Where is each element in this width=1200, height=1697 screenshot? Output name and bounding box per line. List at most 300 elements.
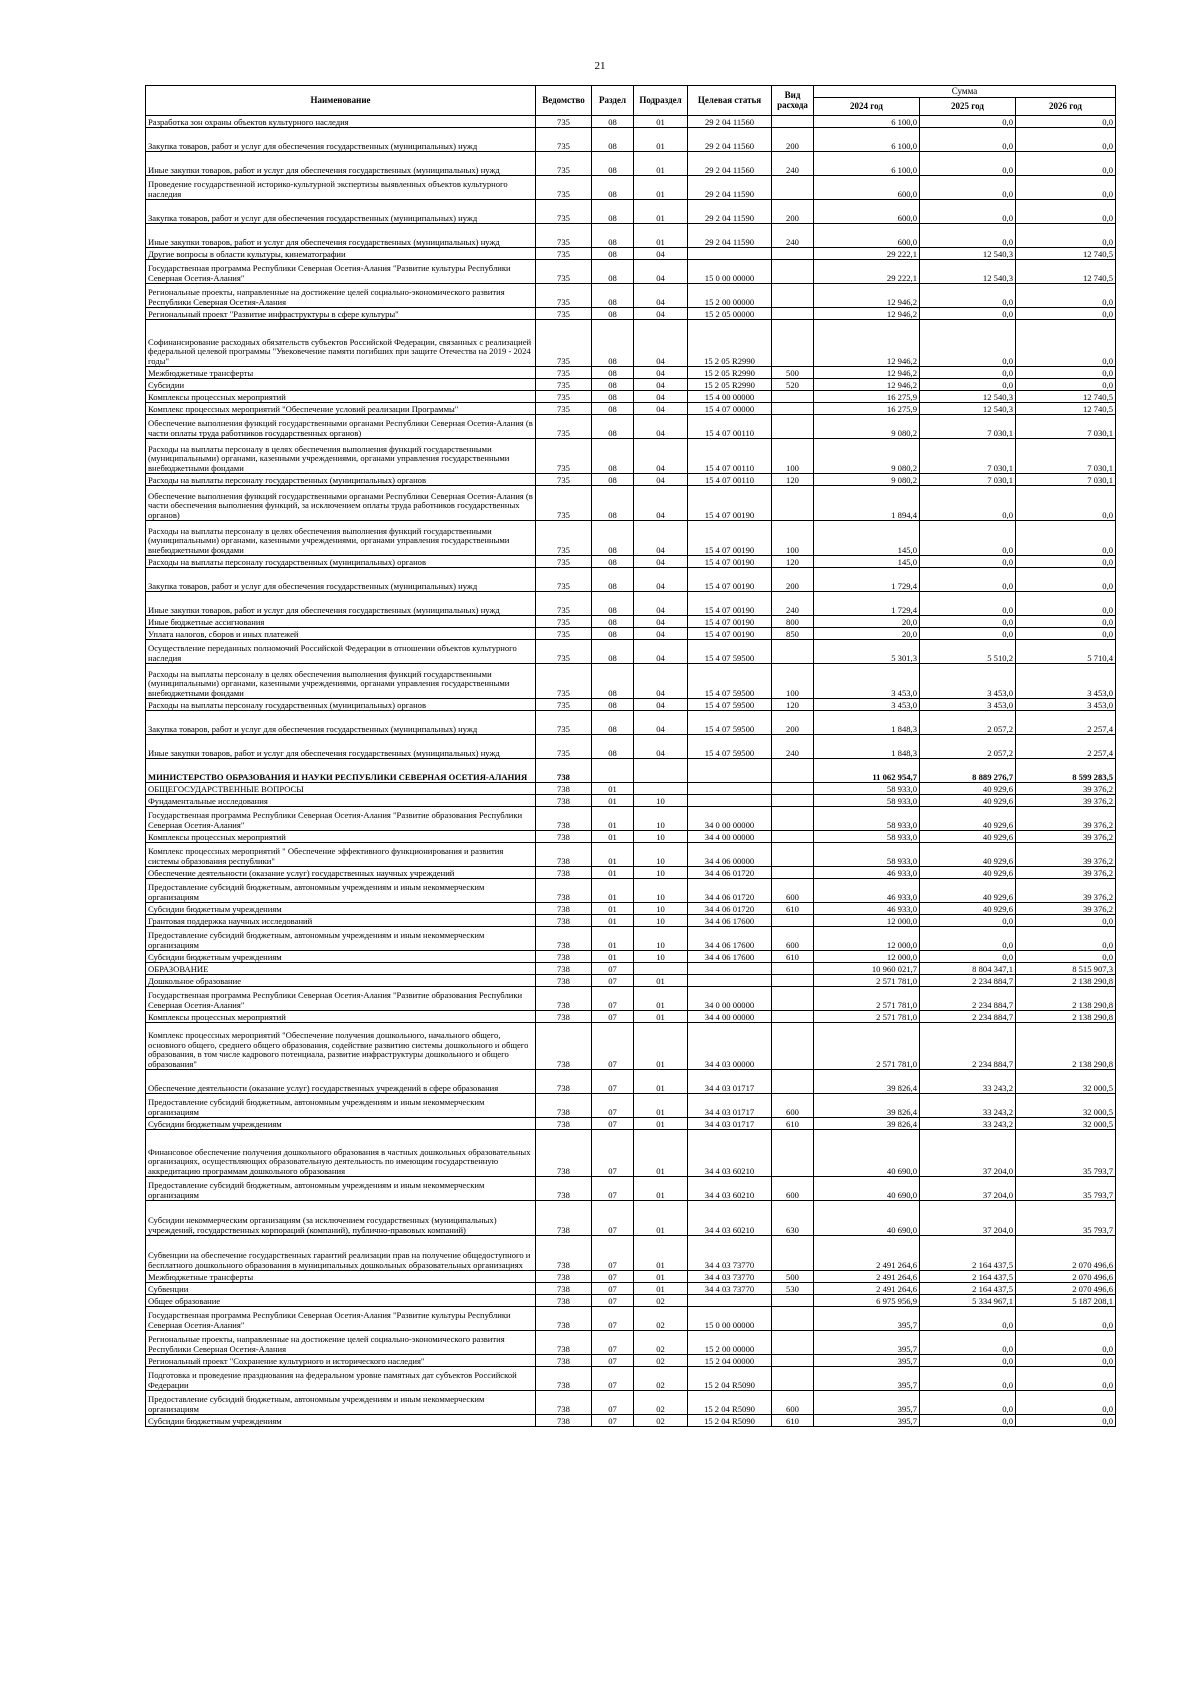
cell-expense-type: 850 <box>772 628 814 640</box>
cell-target-article: 15 2 05 R2990 <box>688 367 772 379</box>
cell-name: Предоставление субсидий бюджетным, автономным учреждениям и иным некоммерческим организациям <box>146 1391 536 1415</box>
cell-expense-type <box>772 320 814 367</box>
cell-2024: 2 571 781,0 <box>814 975 920 987</box>
table-row <box>146 915 1116 927</box>
cell-section: 07 <box>592 1355 634 1367</box>
cell-name: Расходы на выплаты персоналу в целях обеспечения выполнения функций государственными (муниципальными) органами, казенными учреждениями, органами управления государственными внебюджетными фондами <box>146 664 536 699</box>
cell-expense-type <box>772 795 814 807</box>
cell-subsection <box>634 783 688 795</box>
cell-target-article: 34 4 06 01720 <box>688 867 772 879</box>
cell-2024: 1 848,3 <box>814 735 920 759</box>
cell-expense-type <box>772 415 814 439</box>
cell-2025: 2 234 884,7 <box>920 975 1016 987</box>
table-row <box>146 568 1116 592</box>
cell-department: 735 <box>536 628 592 640</box>
cell-2026: 0,0 <box>1016 616 1116 628</box>
cell-2025: 2 057,2 <box>920 735 1016 759</box>
cell-subsection: 10 <box>634 879 688 903</box>
cell-2025: 37 204,0 <box>920 1130 1016 1177</box>
cell-name: Иные закупки товаров, работ и услуг для обеспечения государственных (муниципальных) нужд <box>146 224 536 248</box>
cell-expense-type: 600 <box>772 1391 814 1415</box>
cell-target-article: 15 4 07 59500 <box>688 711 772 735</box>
cell-section: 08 <box>592 568 634 592</box>
cell-section: 08 <box>592 628 634 640</box>
cell-2025: 0,0 <box>920 224 1016 248</box>
table-row <box>146 1415 1116 1427</box>
cell-expense-type <box>772 260 814 284</box>
cell-2026: 3 453,0 <box>1016 664 1116 699</box>
cell-2026: 39 376,2 <box>1016 783 1116 795</box>
cell-subsection: 04 <box>634 415 688 439</box>
cell-expense-type <box>772 403 814 415</box>
table-row <box>146 1283 1116 1295</box>
table-row <box>146 735 1116 759</box>
table-row <box>146 1130 1116 1177</box>
cell-2024: 10 960 021,7 <box>814 963 920 975</box>
table-row <box>146 320 1116 367</box>
cell-expense-type <box>772 486 814 521</box>
cell-department: 735 <box>536 415 592 439</box>
cell-expense-type <box>772 640 814 664</box>
header-target-article: Целевая статья <box>688 86 772 116</box>
table-row <box>146 1118 1116 1130</box>
cell-2024: 395,7 <box>814 1331 920 1355</box>
cell-2024: 2 571 781,0 <box>814 1023 920 1070</box>
cell-department: 738 <box>536 1070 592 1094</box>
cell-2024: 2 571 781,0 <box>814 987 920 1011</box>
cell-2025: 2 057,2 <box>920 711 1016 735</box>
cell-expense-type: 610 <box>772 1415 814 1427</box>
cell-2025: 7 030,1 <box>920 474 1016 486</box>
cell-section: 07 <box>592 1118 634 1130</box>
cell-2025: 2 164 437,5 <box>920 1283 1016 1295</box>
cell-target-article: 15 4 07 00190 <box>688 616 772 628</box>
cell-name: Комплексы процессных мероприятий <box>146 831 536 843</box>
cell-target-article <box>688 963 772 975</box>
cell-2024: 9 080,2 <box>814 415 920 439</box>
table-row <box>146 903 1116 915</box>
cell-2025: 0,0 <box>920 116 1016 128</box>
cell-department: 735 <box>536 735 592 759</box>
cell-2024: 58 933,0 <box>814 783 920 795</box>
cell-expense-type: 200 <box>772 568 814 592</box>
cell-expense-type: 100 <box>772 439 814 474</box>
cell-2026: 2 257,4 <box>1016 711 1116 735</box>
table-row <box>146 1094 1116 1118</box>
cell-section: 01 <box>592 903 634 915</box>
cell-expense-type: 500 <box>772 1271 814 1283</box>
table-row <box>146 1070 1116 1094</box>
cell-name: Региональные проекты, направленные на достижение целей социально-экономического развития Республики Северная Осетия-Алания <box>146 1331 536 1355</box>
cell-name: Комплекс процессных мероприятий " Обеспечение эффективного функционирования и развития системы образования республики" <box>146 843 536 867</box>
cell-subsection: 01 <box>634 1094 688 1118</box>
cell-section: 07 <box>592 1023 634 1070</box>
cell-target-article <box>688 975 772 987</box>
cell-2024: 12 946,2 <box>814 367 920 379</box>
cell-expense-type: 600 <box>772 1094 814 1118</box>
header-2024: 2024 год <box>814 98 920 116</box>
table-row <box>146 699 1116 711</box>
cell-subsection: 10 <box>634 927 688 951</box>
cell-target-article: 15 2 00 00000 <box>688 284 772 308</box>
cell-2025: 2 234 884,7 <box>920 987 1016 1011</box>
cell-target-article: 34 4 03 73770 <box>688 1283 772 1295</box>
cell-2024: 1 729,4 <box>814 592 920 616</box>
table-row <box>146 783 1116 795</box>
cell-expense-type: 800 <box>772 616 814 628</box>
cell-2024: 39 826,4 <box>814 1118 920 1130</box>
cell-name: Закупка товаров, работ и услуг для обеспечения государственных (муниципальных) нужд <box>146 200 536 224</box>
cell-section: 07 <box>592 1391 634 1415</box>
cell-2025: 2 234 884,7 <box>920 1011 1016 1023</box>
cell-expense-type <box>772 975 814 987</box>
budget-table <box>145 85 1116 1427</box>
cell-2026: 39 376,2 <box>1016 843 1116 867</box>
cell-section: 08 <box>592 260 634 284</box>
cell-department: 735 <box>536 521 592 556</box>
cell-department: 735 <box>536 284 592 308</box>
cell-target-article: 34 4 00 00000 <box>688 831 772 843</box>
cell-department: 735 <box>536 116 592 128</box>
cell-2026: 0,0 <box>1016 224 1116 248</box>
header-2026: 2026 год <box>1016 98 1116 116</box>
cell-department: 738 <box>536 759 592 783</box>
cell-expense-type <box>772 1236 814 1271</box>
cell-name: Субсидии бюджетным учреждениям <box>146 1415 536 1427</box>
cell-2025: 0,0 <box>920 616 1016 628</box>
cell-subsection: 04 <box>634 735 688 759</box>
cell-expense-type: 610 <box>772 1118 814 1130</box>
cell-subsection: 01 <box>634 987 688 1011</box>
cell-name: Грантовая поддержка научных исследований <box>146 915 536 927</box>
table-row <box>146 224 1116 248</box>
cell-target-article: 34 4 06 17600 <box>688 927 772 951</box>
cell-department: 738 <box>536 1023 592 1070</box>
cell-target-article: 29 2 04 11560 <box>688 128 772 152</box>
cell-expense-type <box>772 308 814 320</box>
cell-2026: 2 070 496,6 <box>1016 1283 1116 1295</box>
cell-2024: 16 275,9 <box>814 403 920 415</box>
cell-department: 735 <box>536 556 592 568</box>
cell-subsection: 02 <box>634 1331 688 1355</box>
cell-section: 08 <box>592 556 634 568</box>
cell-target-article: 15 2 05 00000 <box>688 308 772 320</box>
cell-2025: 33 243,2 <box>920 1070 1016 1094</box>
cell-section <box>592 759 634 783</box>
cell-expense-type: 520 <box>772 379 814 391</box>
cell-2026: 7 030,1 <box>1016 415 1116 439</box>
cell-subsection: 04 <box>634 592 688 616</box>
cell-target-article: 34 4 03 01717 <box>688 1094 772 1118</box>
cell-subsection <box>634 759 688 783</box>
cell-expense-type: 120 <box>772 556 814 568</box>
cell-target-article: 34 4 06 01720 <box>688 879 772 903</box>
table-row <box>146 1307 1116 1331</box>
cell-2026: 2 070 496,6 <box>1016 1271 1116 1283</box>
cell-department: 738 <box>536 867 592 879</box>
cell-2024: 5 301,3 <box>814 640 920 664</box>
table-row <box>146 879 1116 903</box>
table-row <box>146 987 1116 1011</box>
cell-2024: 1 848,3 <box>814 711 920 735</box>
cell-section: 01 <box>592 807 634 831</box>
cell-section: 08 <box>592 224 634 248</box>
cell-expense-type <box>772 1367 814 1391</box>
cell-name: Комплекс процессных мероприятий "Обеспечение получения дошкольного, начального общего, основного общего, среднего общего образования, содействие развитию системы дошкольного и общего образования, в том числе кадрового потенциала, развитие инфраструктуры дошкольного и общего образования" <box>146 1023 536 1070</box>
cell-section: 07 <box>592 1283 634 1295</box>
cell-expense-type <box>772 1011 814 1023</box>
table-row <box>146 556 1116 568</box>
cell-2026: 39 376,2 <box>1016 879 1116 903</box>
cell-target-article: 15 2 05 R2990 <box>688 320 772 367</box>
cell-2025: 40 929,6 <box>920 783 1016 795</box>
table-row <box>146 128 1116 152</box>
cell-target-article: 15 0 00 00000 <box>688 260 772 284</box>
cell-expense-type <box>772 963 814 975</box>
cell-subsection: 04 <box>634 628 688 640</box>
cell-department: 738 <box>536 1331 592 1355</box>
cell-expense-type: 610 <box>772 951 814 963</box>
cell-subsection: 04 <box>634 284 688 308</box>
cell-expense-type <box>772 1295 814 1307</box>
cell-2025: 37 204,0 <box>920 1201 1016 1236</box>
cell-expense-type <box>772 783 814 795</box>
cell-2026: 12 740,5 <box>1016 260 1116 284</box>
cell-expense-type: 600 <box>772 1177 814 1201</box>
cell-target-article: 15 2 05 R2990 <box>688 379 772 391</box>
cell-section: 08 <box>592 521 634 556</box>
cell-subsection: 04 <box>634 439 688 474</box>
cell-subsection: 10 <box>634 831 688 843</box>
cell-section: 08 <box>592 616 634 628</box>
cell-target-article: 15 4 07 59500 <box>688 640 772 664</box>
cell-expense-type <box>772 391 814 403</box>
cell-subsection: 01 <box>634 200 688 224</box>
cell-target-article: 34 4 03 73770 <box>688 1236 772 1271</box>
cell-name: Субсидии <box>146 379 536 391</box>
cell-2025: 2 234 884,7 <box>920 1023 1016 1070</box>
cell-subsection: 01 <box>634 1236 688 1271</box>
cell-target-article <box>688 1295 772 1307</box>
cell-2025: 0,0 <box>920 200 1016 224</box>
cell-2026: 39 376,2 <box>1016 831 1116 843</box>
cell-department: 735 <box>536 486 592 521</box>
cell-2025: 0,0 <box>920 521 1016 556</box>
cell-2025: 0,0 <box>920 592 1016 616</box>
cell-2025: 8 804 347,1 <box>920 963 1016 975</box>
table-row <box>146 176 1116 200</box>
cell-subsection: 04 <box>634 664 688 699</box>
cell-department: 735 <box>536 320 592 367</box>
cell-subsection: 04 <box>634 403 688 415</box>
cell-section: 07 <box>592 1236 634 1271</box>
cell-name: Комплекс процессных мероприятий "Обеспечение условий реализации Программы" <box>146 403 536 415</box>
cell-2025: 40 929,6 <box>920 807 1016 831</box>
cell-subsection: 10 <box>634 807 688 831</box>
cell-section: 07 <box>592 1271 634 1283</box>
cell-name: Субвенции на обеспечение государственных гарантий реализации прав на получение общедоступного и бесплатного дошкольного образования в муниципальных дошкольных образовательных организациях <box>146 1236 536 1271</box>
cell-name: Предоставление субсидий бюджетным, автономным учреждениям и иным некоммерческим организациям <box>146 1177 536 1201</box>
cell-2024: 600,0 <box>814 224 920 248</box>
cell-target-article: 15 4 07 00190 <box>688 628 772 640</box>
cell-department: 735 <box>536 568 592 592</box>
cell-department: 738 <box>536 1130 592 1177</box>
cell-2026: 35 793,7 <box>1016 1201 1116 1236</box>
cell-name: Предоставление субсидий бюджетным, автономным учреждениям и иным некоммерческим организациям <box>146 879 536 903</box>
header-sum: Сумма <box>814 86 1116 98</box>
cell-2025: 0,0 <box>920 915 1016 927</box>
cell-section: 01 <box>592 795 634 807</box>
cell-expense-type <box>772 807 814 831</box>
cell-2025: 0,0 <box>920 1307 1016 1331</box>
cell-name: Обеспечение выполнения функций государственными органами Республики Северная Осетия-Алания (в части обеспечения выполнения функций, за исключением оплаты труда работников государственных органов) <box>146 486 536 521</box>
cell-subsection: 04 <box>634 521 688 556</box>
cell-section: 08 <box>592 711 634 735</box>
cell-2025: 3 453,0 <box>920 664 1016 699</box>
cell-2026: 0,0 <box>1016 116 1116 128</box>
cell-2024: 58 933,0 <box>814 807 920 831</box>
cell-2025: 0,0 <box>920 320 1016 367</box>
cell-2026: 7 030,1 <box>1016 439 1116 474</box>
cell-target-article: 34 0 00 00000 <box>688 807 772 831</box>
cell-name: Региональный проект "Сохранение культурного и исторического наследия" <box>146 1355 536 1367</box>
cell-2026: 0,0 <box>1016 521 1116 556</box>
cell-expense-type: 530 <box>772 1283 814 1295</box>
cell-department: 735 <box>536 391 592 403</box>
table-row <box>146 1177 1116 1201</box>
cell-2026: 0,0 <box>1016 1331 1116 1355</box>
cell-expense-type <box>772 1130 814 1177</box>
cell-name: Субсидии бюджетным учреждениям <box>146 903 536 915</box>
cell-2026: 0,0 <box>1016 200 1116 224</box>
cell-2025: 33 243,2 <box>920 1094 1016 1118</box>
cell-section: 07 <box>592 1415 634 1427</box>
cell-subsection: 04 <box>634 474 688 486</box>
cell-2024: 9 080,2 <box>814 474 920 486</box>
cell-department: 735 <box>536 664 592 699</box>
cell-name: Закупка товаров, работ и услуг для обеспечения государственных (муниципальных) нужд <box>146 568 536 592</box>
table-row <box>146 867 1116 879</box>
cell-2024: 3 453,0 <box>814 699 920 711</box>
cell-2024: 16 275,9 <box>814 391 920 403</box>
cell-2024: 600,0 <box>814 176 920 200</box>
cell-name: Дошкольное образование <box>146 975 536 987</box>
cell-section: 08 <box>592 486 634 521</box>
cell-department: 738 <box>536 987 592 1011</box>
cell-2025: 40 929,6 <box>920 843 1016 867</box>
cell-2025: 0,0 <box>920 951 1016 963</box>
table-header <box>146 86 1116 116</box>
cell-department: 738 <box>536 927 592 951</box>
cell-2026: 0,0 <box>1016 320 1116 367</box>
table-row <box>146 807 1116 831</box>
cell-2026: 0,0 <box>1016 1367 1116 1391</box>
cell-2025: 3 453,0 <box>920 699 1016 711</box>
cell-expense-type <box>772 1070 814 1094</box>
cell-2024: 46 933,0 <box>814 903 920 915</box>
cell-department: 738 <box>536 1307 592 1331</box>
cell-section: 07 <box>592 1331 634 1355</box>
cell-subsection: 10 <box>634 795 688 807</box>
cell-section: 01 <box>592 951 634 963</box>
cell-expense-type: 600 <box>772 927 814 951</box>
cell-2024: 600,0 <box>814 200 920 224</box>
cell-target-article: 15 4 07 00110 <box>688 439 772 474</box>
cell-name: Уплата налогов, сборов и иных платежей <box>146 628 536 640</box>
cell-section: 08 <box>592 403 634 415</box>
cell-2024: 2 491 264,6 <box>814 1236 920 1271</box>
cell-subsection: 02 <box>634 1367 688 1391</box>
table-row <box>146 664 1116 699</box>
table-row <box>146 927 1116 951</box>
cell-expense-type <box>772 248 814 260</box>
cell-2024: 145,0 <box>814 556 920 568</box>
table-row <box>146 391 1116 403</box>
cell-subsection: 04 <box>634 699 688 711</box>
cell-subsection: 04 <box>634 379 688 391</box>
cell-target-article: 15 4 00 00000 <box>688 391 772 403</box>
cell-target-article: 29 2 04 11560 <box>688 116 772 128</box>
cell-section: 08 <box>592 116 634 128</box>
cell-section: 07 <box>592 1094 634 1118</box>
cell-2026: 0,0 <box>1016 628 1116 640</box>
cell-expense-type <box>772 867 814 879</box>
table-row <box>146 831 1116 843</box>
table-row <box>146 260 1116 284</box>
cell-subsection <box>634 963 688 975</box>
cell-target-article: 15 2 00 00000 <box>688 1331 772 1355</box>
cell-2026: 2 138 290,8 <box>1016 987 1116 1011</box>
cell-expense-type: 630 <box>772 1201 814 1236</box>
cell-expense-type <box>772 915 814 927</box>
table-row <box>146 152 1116 176</box>
cell-2025: 0,0 <box>920 284 1016 308</box>
table-row <box>146 248 1116 260</box>
cell-department: 735 <box>536 260 592 284</box>
cell-2026: 35 793,7 <box>1016 1130 1116 1177</box>
cell-target-article: 15 4 07 59500 <box>688 735 772 759</box>
cell-section: 07 <box>592 1177 634 1201</box>
cell-subsection: 04 <box>634 308 688 320</box>
cell-expense-type <box>772 1023 814 1070</box>
cell-2026: 0,0 <box>1016 367 1116 379</box>
cell-2024: 29 222,1 <box>814 248 920 260</box>
cell-department: 738 <box>536 951 592 963</box>
cell-2026: 12 740,5 <box>1016 391 1116 403</box>
cell-expense-type: 120 <box>772 699 814 711</box>
cell-section: 07 <box>592 1307 634 1331</box>
cell-2025: 0,0 <box>920 1367 1016 1391</box>
cell-subsection: 04 <box>634 616 688 628</box>
cell-2025: 0,0 <box>920 1415 1016 1427</box>
cell-2025: 8 889 276,7 <box>920 759 1016 783</box>
cell-2025: 5 334 967,1 <box>920 1295 1016 1307</box>
cell-2026: 0,0 <box>1016 379 1116 391</box>
cell-subsection: 04 <box>634 640 688 664</box>
cell-2024: 58 933,0 <box>814 831 920 843</box>
table-row <box>146 200 1116 224</box>
cell-2024: 12 946,2 <box>814 379 920 391</box>
cell-target-article: 29 2 04 11590 <box>688 200 772 224</box>
cell-section: 07 <box>592 975 634 987</box>
cell-subsection: 01 <box>634 975 688 987</box>
cell-expense-type: 240 <box>772 735 814 759</box>
cell-target-article: 34 4 03 01717 <box>688 1070 772 1094</box>
cell-name: Расходы на выплаты персоналу в целях обеспечения выполнения функций государственными (муниципальными) органами, казенными учреждениями, органами управления государственными внебюджетными фондами <box>146 521 536 556</box>
cell-2026: 2 138 290,8 <box>1016 1011 1116 1023</box>
cell-target-article: 34 4 03 60210 <box>688 1177 772 1201</box>
table-row <box>146 711 1116 735</box>
